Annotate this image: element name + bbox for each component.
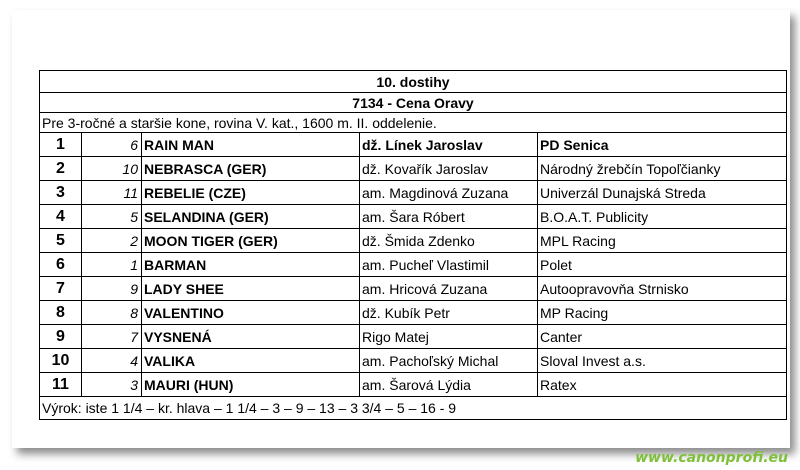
jockey-cell: dž. Kovařík Jaroslav	[360, 157, 538, 180]
place-cell: 5	[40, 229, 82, 252]
watermark-text: www.canonprofi.eu	[635, 450, 788, 466]
owner-cell: Autoopravovňa Strnisko	[540, 280, 689, 297]
place-cell: 4	[40, 205, 82, 228]
owner-cell: B.O.A.T. Publicity	[540, 208, 649, 225]
race-conditions	[40, 113, 786, 133]
start-number-cell: 7	[82, 325, 142, 348]
horse-cell: VYSNENÁ	[142, 325, 360, 348]
start-number-cell: 10	[82, 157, 142, 180]
horse-cell: SELANDINA (GER)	[142, 205, 360, 228]
jockey-cell: am. Pucheľ Vlastimil	[360, 253, 538, 276]
place-cell: 6	[40, 253, 82, 276]
margins-row	[40, 397, 786, 419]
owner-cell: Univerzál Dunajská Streda	[540, 184, 706, 201]
table-row	[40, 157, 786, 181]
owner-cell: Polet	[540, 256, 572, 273]
horse-cell: MOON TIGER (GER)	[142, 229, 360, 252]
race-number-text: 10. dostihy	[376, 73, 450, 90]
start-number-cell: 1	[82, 253, 142, 276]
race-number	[40, 71, 786, 93]
jockey-cell: Rigo Matej	[360, 325, 538, 348]
place-cell: 8	[40, 301, 82, 324]
owner-cell: Ratex	[540, 376, 577, 393]
place-cell: 11	[40, 373, 82, 396]
table-row	[40, 133, 786, 157]
horse-cell: RAIN MAN	[142, 133, 360, 156]
table-row	[40, 229, 786, 253]
horse-cell: VALIKA	[142, 349, 360, 372]
horse-cell: REBELIE (CZE)	[142, 181, 360, 204]
table-row	[40, 277, 786, 301]
race-conditions-text: Pre 3-ročné a staršie kone, rovina V. kat., 1600 m. II. oddelenie.	[42, 114, 437, 131]
start-number-cell: 8	[82, 301, 142, 324]
start-number-cell: 5	[82, 205, 142, 228]
table-row	[40, 301, 786, 325]
start-number-cell: 11	[82, 181, 142, 204]
place-cell: 10	[40, 349, 82, 372]
horse-cell: NEBRASCA (GER)	[142, 157, 360, 180]
owner-cell: Národný žrebčín Topoľčianky	[540, 160, 721, 177]
owner-cell: MP Racing	[540, 304, 609, 321]
start-number-cell: 4	[82, 349, 142, 372]
horse-cell: MAURI (HUN)	[142, 373, 360, 396]
place-cell: 2	[40, 157, 82, 180]
results-table	[39, 70, 787, 420]
table-row	[40, 205, 786, 229]
margins-text: Výrok: iste 1 1/4 – kr. hlava – 1 1/4 – 3 – 9 – 13 – 3 3/4 – 5 – 16 - 9	[42, 400, 457, 416]
start-number-cell: 3	[82, 373, 142, 396]
jockey-cell: dž. Šmida Zdenko	[360, 229, 538, 252]
owner-cell: PD Senica	[540, 136, 609, 153]
jockey-cell: dž. Kubík Petr	[360, 301, 538, 324]
jockey-cell: am. Šarová Lýdia	[360, 373, 538, 396]
table-row	[40, 349, 786, 373]
jockey-cell: am. Hricová Zuzana	[360, 277, 538, 300]
place-cell: 1	[40, 133, 82, 156]
owner-cell: Sloval Invest a.s.	[540, 352, 646, 369]
start-number-cell: 6	[82, 133, 142, 156]
jockey-cell: dž. Línek Jaroslav	[360, 133, 538, 156]
place-cell: 3	[40, 181, 82, 204]
horse-cell: VALENTINO	[142, 301, 360, 324]
place-cell: 9	[40, 325, 82, 348]
horse-cell: LADY SHEE	[142, 277, 360, 300]
place-cell: 7	[40, 277, 82, 300]
start-number-cell: 9	[82, 277, 142, 300]
jockey-cell: am. Šara Róbert	[360, 205, 538, 228]
owner-cell: Canter	[540, 328, 583, 345]
race-title-text: 7134 - Cena Oravy	[352, 94, 474, 111]
table-row	[40, 181, 786, 205]
start-number-cell: 2	[82, 229, 142, 252]
jockey-cell: am. Magdinová Zuzana	[360, 181, 538, 204]
table-row	[40, 325, 786, 349]
owner-cell: MPL Racing	[540, 232, 616, 249]
race-title	[40, 93, 786, 113]
document-page	[12, 10, 790, 448]
table-row	[40, 373, 786, 397]
jockey-cell: am. Pachoľský Michal	[360, 349, 538, 372]
horse-cell: BARMAN	[142, 253, 360, 276]
table-row	[40, 253, 786, 277]
